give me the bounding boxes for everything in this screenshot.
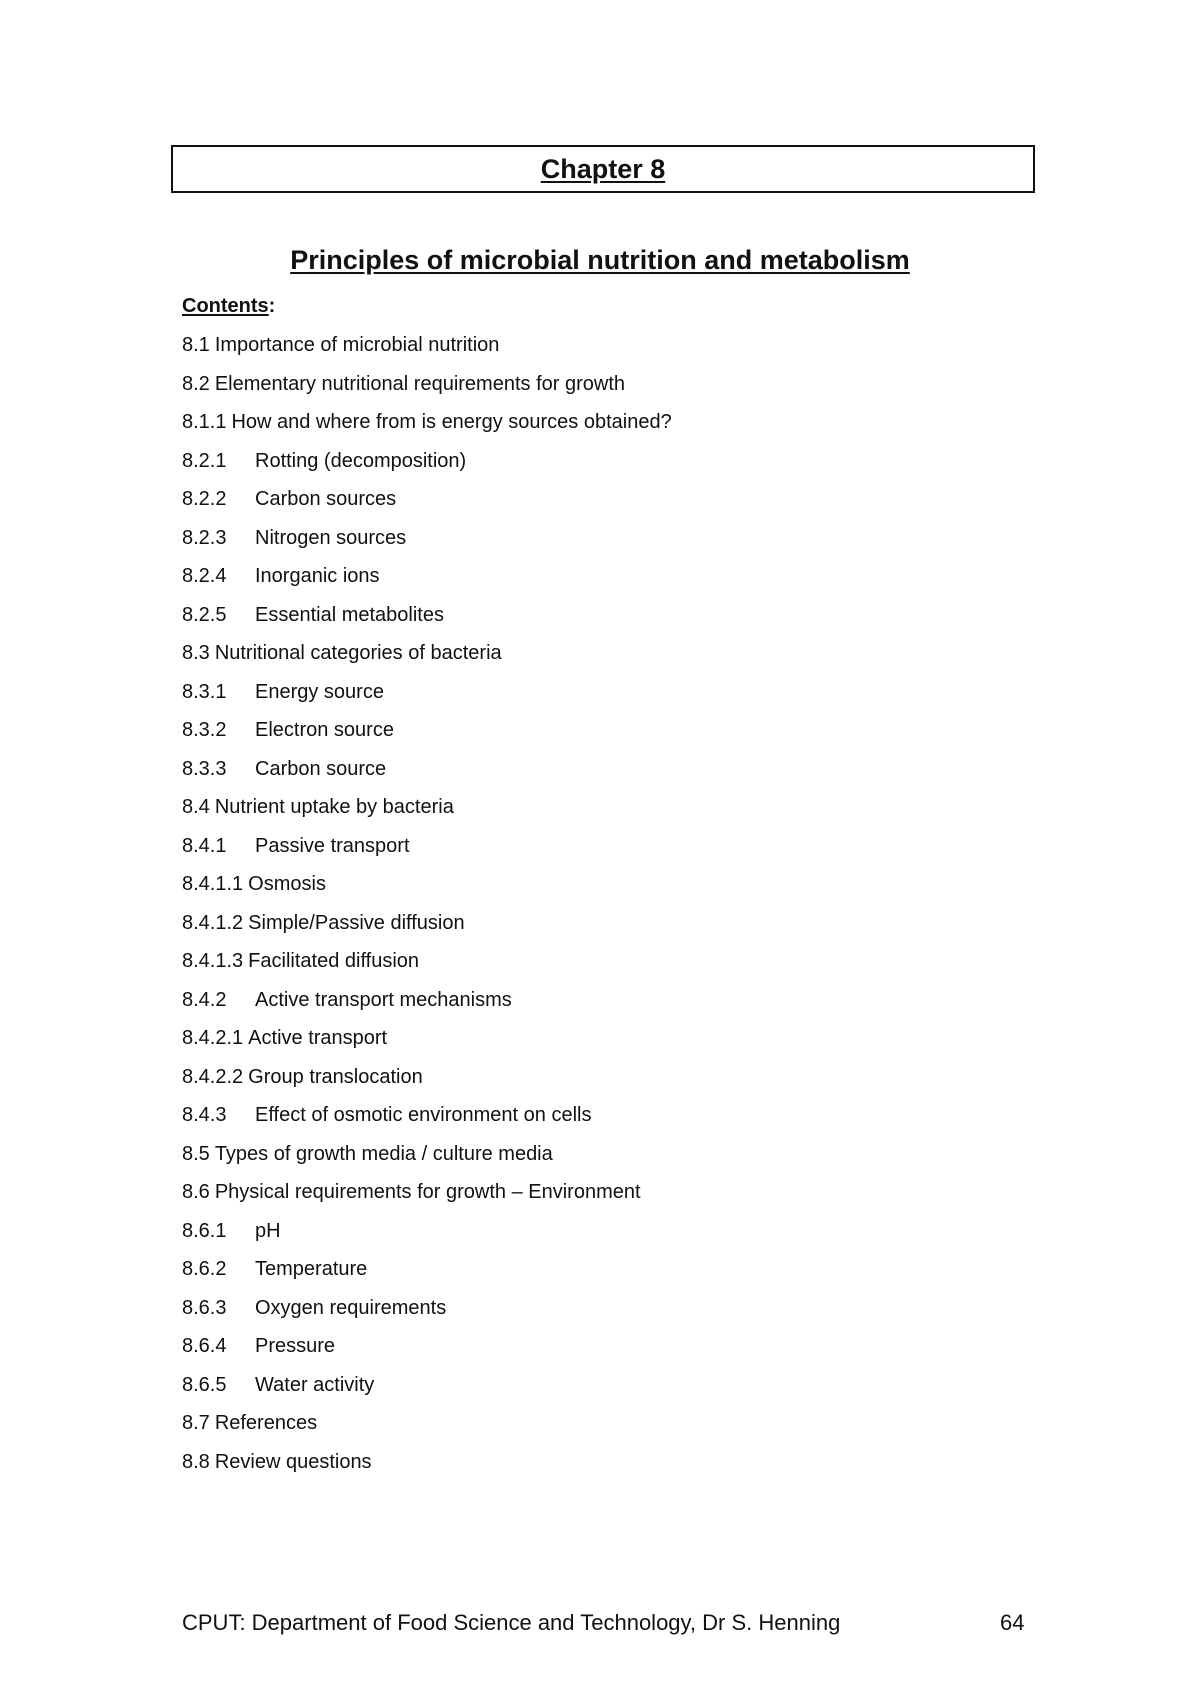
- toc-item-number: 8.3.3: [182, 757, 227, 780]
- contents-heading: [182, 295, 275, 318]
- toc-item: [182, 948, 672, 987]
- toc-item: [182, 1295, 672, 1334]
- chapter-title: Chapter 8: [540, 153, 666, 184]
- toc-item-number: 8.1: [182, 334, 210, 356]
- toc-item-number: 8.4.2.1: [182, 1027, 244, 1049]
- toc-item-number: 8.2.1: [182, 449, 227, 472]
- toc-item-label: Nutrient uptake by bacteria: [214, 796, 454, 818]
- toc-item-label: Electron source: [255, 719, 394, 741]
- toc-item-label: Nutritional categories of bacteria: [214, 642, 502, 664]
- toc-item: [182, 756, 672, 795]
- toc-item: [182, 1333, 672, 1372]
- toc-item: [182, 1179, 672, 1218]
- toc-item-number: 8.4.1.2: [182, 911, 244, 934]
- toc-item-number: 8.1.1: [182, 411, 227, 433]
- toc-item: [182, 1449, 672, 1488]
- toc-item-label: Carbon sources: [255, 488, 397, 510]
- toc-item-label: Effect of osmotic environment on cells: [255, 1104, 592, 1126]
- toc-item: [182, 602, 672, 641]
- toc-item: [182, 717, 672, 756]
- toc-item: [182, 1064, 672, 1103]
- toc-item-number: 8.4.3: [182, 1104, 227, 1126]
- toc-item-number: 8.6.2: [182, 1258, 227, 1280]
- toc-item-number: 8.4.2: [182, 988, 227, 1011]
- toc-item-number: 8.8: [182, 1450, 210, 1473]
- toc-item-label: Nitrogen sources: [255, 526, 407, 549]
- toc-item-label: pH: [255, 1219, 281, 1242]
- toc-item: [182, 525, 672, 564]
- toc-item-label: Importance of microbial nutrition: [214, 334, 500, 356]
- toc-item: [182, 332, 672, 371]
- toc-item-label: Group translocation: [248, 1065, 423, 1088]
- toc-item-label: Inorganic ions: [255, 565, 380, 587]
- toc-item-number: 8.6.1: [182, 1219, 227, 1242]
- toc-item-label: Temperature: [255, 1258, 368, 1280]
- toc-item-number: 8.2.3: [182, 526, 227, 549]
- toc-item-label: Water activity: [255, 1373, 375, 1396]
- toc-item-label: References: [214, 1412, 318, 1434]
- toc-item-label: Elementary nutritional requirements for growth: [214, 372, 625, 395]
- toc-item: [182, 563, 672, 602]
- toc-item: [182, 640, 672, 679]
- toc-item-number: 8.2.5: [182, 603, 227, 626]
- toc-item: [182, 1256, 672, 1295]
- toc-item: [182, 1410, 672, 1449]
- toc-item-number: 8.7: [182, 1412, 210, 1434]
- contents-label: Contents: [182, 295, 269, 317]
- toc-item-label: Physical requirements for growth – Environment: [214, 1181, 641, 1203]
- toc-item-label: Pressure: [255, 1335, 336, 1357]
- toc-item-label: Essential metabolites: [255, 603, 444, 626]
- toc-item-label: How and where from is energy sources obtained?: [231, 411, 672, 433]
- toc-item-number: 8.2: [182, 372, 210, 395]
- page-number: 64: [1000, 1610, 1025, 1635]
- toc-item: [182, 1102, 672, 1141]
- toc-item: [182, 1372, 672, 1411]
- toc-item-number: 8.4.2.2: [182, 1065, 244, 1088]
- page-footer: CPUT: Department of Food Science and Technology, Dr S. Henning: [182, 1610, 841, 1635]
- toc-item-number: 8.2.4: [182, 565, 227, 587]
- toc-item: [182, 409, 672, 448]
- toc-item-label: Osmosis: [248, 873, 326, 895]
- page-title: Principles of microbial nutrition and metabolism: [290, 245, 910, 275]
- toc-item: [182, 486, 672, 525]
- contents-colon: :: [268, 295, 276, 317]
- toc-item-label: Active transport: [248, 1027, 388, 1049]
- toc-item: [182, 833, 672, 872]
- toc-item-number: 8.3.2: [182, 719, 227, 741]
- toc-item-number: 8.4.1: [182, 834, 227, 857]
- toc-item-number: 8.4: [182, 796, 210, 818]
- toc-item-number: 8.5: [182, 1142, 210, 1165]
- toc-item-label: Simple/Passive diffusion: [248, 911, 465, 934]
- toc-item-label: Oxygen requirements: [255, 1296, 447, 1319]
- toc-item-label: Rotting (decomposition): [255, 449, 467, 472]
- toc-item-label: Carbon source: [255, 757, 387, 780]
- toc-item: [182, 871, 672, 910]
- toc-item-label: Types of growth media / culture media: [214, 1142, 553, 1165]
- toc-item-number: 8.6.3: [182, 1296, 227, 1319]
- toc-item-number: 8.2.2: [182, 488, 227, 510]
- toc-item-number: 8.4.1.3: [182, 950, 244, 972]
- toc-item: [182, 1025, 672, 1064]
- table-of-contents: [182, 332, 672, 1487]
- toc-item: [182, 448, 672, 487]
- toc-item-number: 8.6.5: [182, 1373, 227, 1396]
- chapter-heading-box: [171, 145, 1035, 193]
- toc-item-label: Passive transport: [255, 834, 410, 857]
- toc-item: [182, 987, 672, 1026]
- toc-item-label: Review questions: [214, 1450, 372, 1473]
- toc-item-number: 8.6: [182, 1181, 210, 1203]
- toc-item: [182, 371, 672, 410]
- toc-item-number: 8.6.4: [182, 1335, 227, 1357]
- toc-item: [182, 1141, 672, 1180]
- toc-item-label: Facilitated diffusion: [248, 950, 420, 972]
- toc-item-number: 8.4.1.1: [182, 873, 244, 895]
- toc-item-number: 8.3.1: [182, 680, 227, 703]
- toc-item-number: 8.3: [182, 642, 210, 664]
- toc-item: [182, 1218, 672, 1257]
- toc-item-label: Energy source: [255, 680, 384, 703]
- toc-item: [182, 794, 672, 833]
- toc-item: [182, 910, 672, 949]
- toc-item-label: Active transport mechanisms: [255, 988, 512, 1011]
- toc-item: [182, 679, 672, 718]
